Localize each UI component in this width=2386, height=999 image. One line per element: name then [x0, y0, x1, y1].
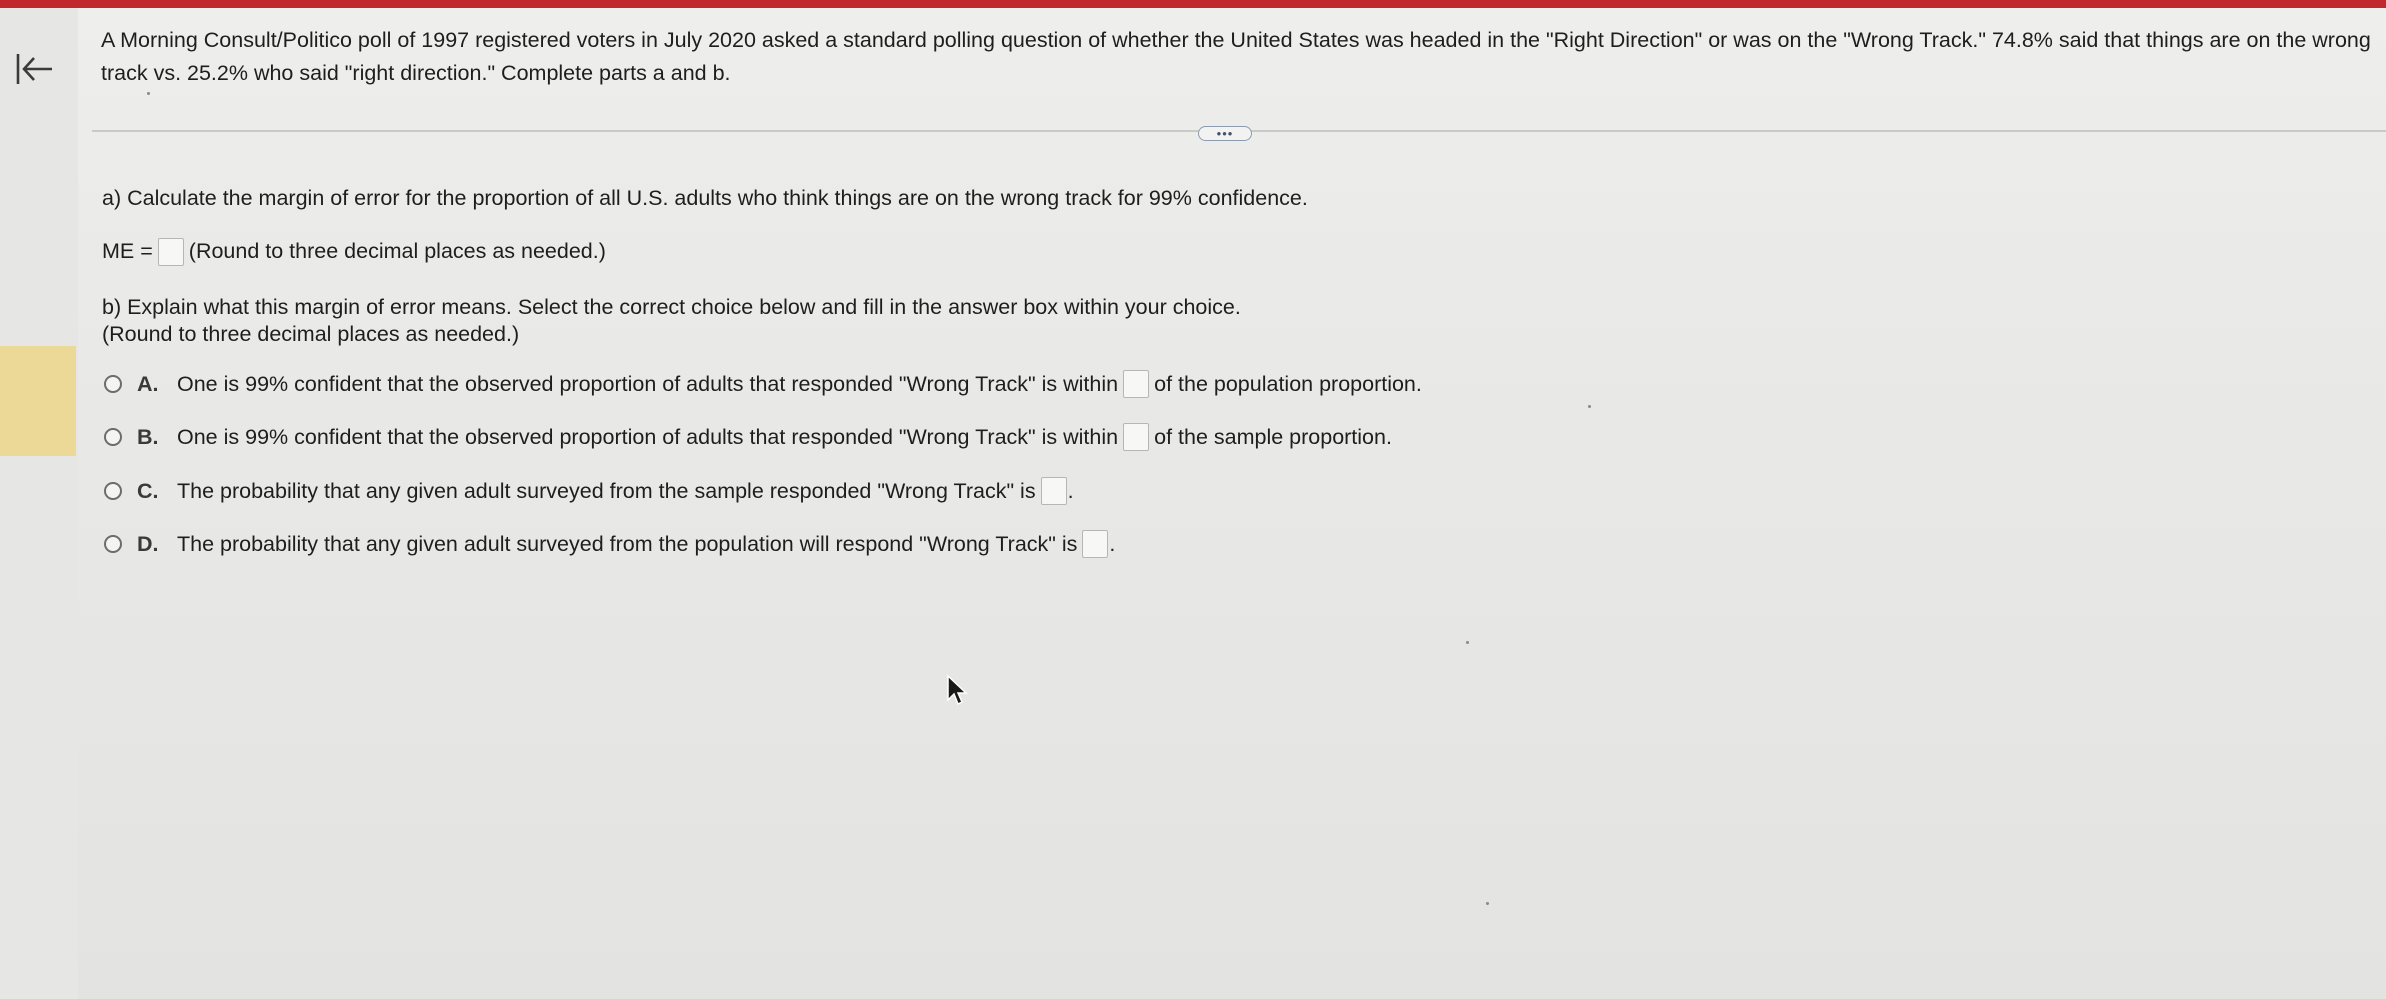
choice-b-text-after: of the sample proportion. — [1154, 424, 1392, 449]
part-a-rounding-note: (Round to three decimal places as needed.) — [188, 239, 606, 263]
dust-speck — [1466, 641, 1469, 644]
choice-c-text: The probability that any given adult surveyed from the sample responded "Wrong Track" is — [177, 478, 1036, 503]
choice-d-text: The probability that any given adult surveyed from the population will respond "Wrong Track" is — [177, 531, 1078, 556]
choice-b-text: One is 99% confident that the observed proportion of adults that responded "Wrong Track" is within — [177, 424, 1119, 449]
choice-a-text-after: of the population proportion. — [1154, 371, 1422, 396]
choice-d[interactable] — [104, 526, 1115, 562]
choice-d-answer-box[interactable] — [1082, 530, 1108, 558]
choice-c-text-after: . — [1067, 478, 1074, 503]
left-sidebar-strip — [0, 8, 78, 999]
dust-speck — [147, 92, 150, 95]
radio-d[interactable] — [104, 535, 122, 553]
dust-speck — [1486, 902, 1489, 905]
choice-b-answer-box[interactable] — [1123, 423, 1149, 451]
choice-c-answer-box[interactable] — [1041, 477, 1067, 505]
choice-b[interactable] — [104, 419, 1392, 455]
choice-c-letter: C. — [137, 478, 159, 503]
choice-highlight — [0, 346, 76, 456]
collapse-left-icon[interactable] — [14, 48, 56, 90]
me-answer-box[interactable] — [158, 238, 184, 266]
question-intro: A Morning Consult/Politico poll of 1997 registered voters in July 2020 asked a standard polling question of whether the United States was headed in the "Right Direction" or was on the "Wrong Track." 74.8% said that things are on the wrong track vs. 25.2% who said "right direction." Complete parts a and b. — [101, 28, 2371, 85]
part-a-prompt: a) Calculate the margin of error for the proportion of all U.S. adults who think things are on the wrong track for 99% confidence. — [102, 186, 1308, 210]
part-b-rounding-note: (Round to three decimal places as needed.) — [102, 322, 520, 346]
choice-b-letter: B. — [137, 424, 159, 449]
choice-c[interactable] — [104, 473, 1074, 509]
part-a-answer-row — [102, 237, 606, 266]
mouse-cursor-icon — [946, 674, 968, 708]
dust-speck — [1588, 405, 1591, 408]
choice-a-text: One is 99% confident that the observed proportion of adults that responded "Wrong Track" is within — [177, 371, 1119, 396]
choice-a-letter: A. — [137, 371, 159, 396]
me-label: ME = — [102, 239, 153, 263]
radio-a[interactable] — [104, 375, 122, 393]
choice-d-text-after: . — [1109, 531, 1116, 556]
top-accent-bar — [0, 0, 2386, 8]
choice-d-letter: D. — [137, 531, 159, 556]
part-b-prompt: b) Explain what this margin of error means. Select the correct choice below and fill in the answer box within your choice. — [102, 295, 1241, 319]
choice-a-answer-box[interactable] — [1123, 370, 1149, 398]
choice-a[interactable] — [104, 366, 1422, 402]
radio-c[interactable] — [104, 482, 122, 500]
more-options-button[interactable]: ••• — [1198, 126, 1252, 141]
radio-b[interactable] — [104, 428, 122, 446]
